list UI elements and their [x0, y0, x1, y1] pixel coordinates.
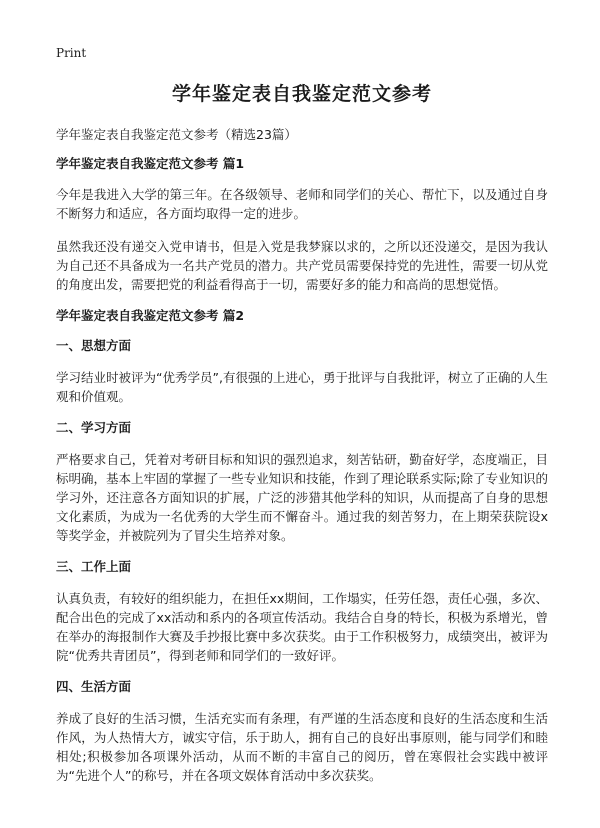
subheading-work: 三、工作上面 [56, 559, 132, 574]
paragraph-life: 养成了良好的生活习惯，生活充实而有条理，有严谨的生活态度和良好的生活态度和生活作风，为人热情大方，诚实守信，乐于助人，拥有自己的良好出事原则，能与同学们和睦相处;积极参加各项课外活动，从而不断的丰富自己的阅历，曾在寒假社会实践中被评为“先进个人”的称号，并在各项文娱体育活动中多次获奖。 [56, 711, 548, 783]
document-subtitle: 学年鉴定表自我鉴定范文参考（精选23篇） [56, 127, 297, 142]
paragraph-study: 严格要求自己，凭着对考研目标和知识的强烈追求，刻苦钻研，勤奋好学，态度端正，目标明确，基本上牢固的掌握了一些专业知识和技能，作到了理论联系实际;除了专业知识的学习外，还注意各方面知识的扩展，广泛的涉猎其他学科的知识，从而提高了自身的思想文化素质，为成为一名优秀的大学生而不懈奋斗。通过我的刻苦努力，在上期荣获院设x等奖学金，并被院列为了冒尖生培养对象。 [56, 452, 548, 543]
paragraph-part1-party: 虽然我还没有递交入党申请书，但是入党是我梦寐以求的，之所以还没递交，是因为我认为自己还不具备成为一名共产党员的潜力。共产党员需要保持党的先进性，需要一切从党的角度出发，需要把党的利益看得高于一切，需要好多的能力和高尚的思想觉悟。 [56, 239, 548, 292]
paragraph-thought: 学习结业时被评为“优秀学员”,有很强的上进心，勇于批评与自我批评，树立了正确的人生观和价值观。 [56, 370, 548, 404]
document-title: 学年鉴定表自我鉴定范文参考 [171, 83, 432, 105]
paragraph-part1-intro: 今年是我进入大学的第三年。在各级领导、老师和同学们的关心、帮忙下，以及通过自身不断努力和适应，各方面均取得一定的进步。 [56, 187, 548, 221]
print-link[interactable]: Print [56, 46, 87, 60]
subheading-study: 二、学习方面 [56, 420, 132, 435]
subheading-life: 四、生活方面 [56, 679, 132, 694]
subheading-thought: 一、思想方面 [56, 338, 132, 353]
section-heading-part1: 学年鉴定表自我鉴定范文参考 篇1 [56, 156, 245, 171]
section-heading-part2: 学年鉴定表自我鉴定范文参考 篇2 [56, 308, 245, 323]
paragraph-work: 认真负责，有较好的组织能力，在担任xx期间，工作塌实，任劳任怨，责任心强，多次、配合出色的完成了xx活动和系内的各项宣传活动。我结合自身的特长，积极为系增光，曾在举办的海报制作大赛及手抄报比赛中多次获奖。由于工作积极努力，成绩突出，被评为院“优秀共青团员”，得到老师和同学们的一致好评。 [56, 591, 548, 663]
